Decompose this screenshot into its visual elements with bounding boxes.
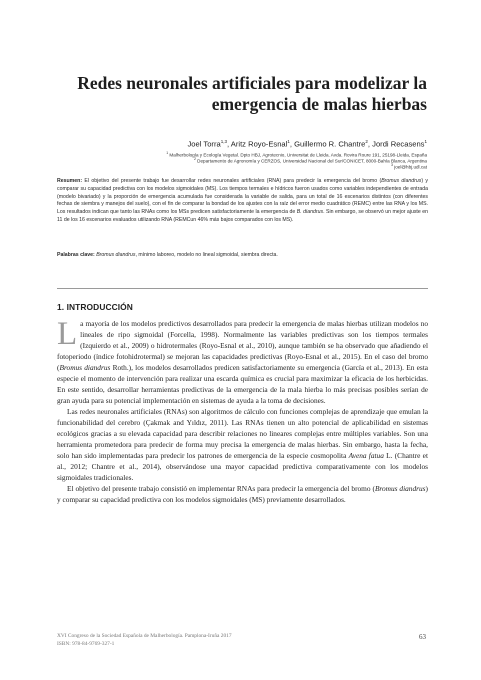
body-text — [57, 318, 428, 505]
keywords-label: Palabras clave: — [57, 252, 95, 258]
abstract-species: Bromus diandrus — [381, 178, 422, 184]
author-name: , Guillermo R. Chantre — [289, 139, 366, 149]
author-affiliation-mark: 1,3 — [220, 139, 227, 144]
paragraph-text: a mayoría de los modelos predictivos desarrollados para predecir la emergencia de malas hierbas utilizan modelos no lineales de ripo sigmoidal (Forcella, 1998). Normalmente las variables predictivas son los tiempos termales (Izquierdo et al., 2009) o hidrotermales (Royo-Esnal et al., 2010), aunque también se ha observado que añadiendo el fotoperiodo (índice fotohidrotermal) se mejoran las capacidades predictivas (Royo-Esnal et al., 2015). En el caso del bromo ( — [57, 319, 428, 372]
affiliation-text: Departamento de Agronomía y CERZOS, Universidad Nacional del Sur/CONICET, 8000-Bahía Blanca, Argentina — [195, 158, 427, 164]
author-affiliation-mark: 1 — [287, 139, 290, 144]
species-name: Avena fatua — [348, 451, 384, 460]
author-list — [27, 137, 427, 150]
abstract-text: El objetivo del presente trabajo fue desarrollar redes neuronales artificiales (RNA) para predecir la emergencia del bromo ( — [82, 178, 382, 184]
section-divider — [57, 288, 428, 289]
title-line-2: emergencia de malas hierbas — [211, 94, 427, 114]
paper-title — [47, 73, 427, 115]
affiliation-mark: 1 — [166, 151, 169, 155]
author-affiliation-mark: 2 — [365, 139, 368, 144]
paragraph-text: Las redes neuronales artificiales (RNAs) son algoritmos de cálculo con funciones complejas de aprendizaje que emulan la funcionabilidad del cerebro (Çakmak and Yıldız, 2011). Las RNAs tienen un alto potencial de aplicabilidad en sistemas ecológicos gracias a su elevada capacidad para describir relaciones no lineares complejas entre múltiples variables. Son una herramienta prometedora para predecir de forma muy precisa la emergencia de malas hierbas. Sin embargo, hasta la fecha, solo han sido implementadas para predecir los patrones de emergencia de la especie cosmopolita — [57, 407, 428, 460]
page-footer — [57, 632, 232, 648]
paragraph-text: Roth.), los modelos desarrollados predicen satisfactoriamente su emergencia (García et al., 2013). En esta especie el momento de intervención para realizar una escarda química es crucial para maximizar la eficacia de los herbicidas. En este sentido, desarrollar herramientas predictivas de la emergencia de la mala hierba lo más precisas posibles serían de gran ayuda para su potencial implementación en sistemas de ayuda a la toma de decisiones. — [57, 363, 429, 405]
abstract-label: Resumen: — [57, 178, 83, 184]
affiliation-mark: 2 — [193, 157, 196, 161]
paragraph-text: ) y comparar su capacidad predictiva con los modelos sigmoidales (MS) previamente desarrollados. — [57, 484, 428, 504]
page-number: 63 — [419, 633, 426, 641]
author-name: , Aritz Royo-Esnal — [226, 139, 288, 149]
abstract-species: B. diandrus — [296, 209, 324, 216]
contact-email: joel@hbj.udl.cat — [392, 164, 427, 170]
drop-cap: L — [57, 316, 78, 352]
author-name: , Jordi Recasens — [367, 139, 425, 149]
paragraph-1 — [57, 318, 428, 406]
footer-conference: XVI Congreso de la Sociedad Española de Malherbología. Pamplona-Iruña 2017 — [57, 633, 232, 639]
affiliation-text: Malherbología y Ecología Vegetal. Dpto HBJ, Agrotecnio, Universitat de Lleida. Avda. Rovira Roure 191, 25198-Lleida, España — [168, 152, 427, 158]
section-heading: 1. INTRODUCCIÓN — [57, 302, 133, 312]
species-name: Bromus diandrus — [59, 363, 111, 372]
paragraph-text: L. (Chantre et al., 2012; Chantre et al., 2014), observándose una mayor capacidad predictiva comparativamente con los modelos sigmoidales tradicionales. — [57, 451, 428, 482]
abstract — [57, 178, 428, 225]
keywords — [57, 252, 428, 260]
paragraph-3 — [57, 483, 428, 505]
title-line-1: Redes neuronales artificiales para modelizar la — [77, 73, 427, 93]
keyword-species: Bromus diandrus — [94, 252, 136, 258]
footer-isbn: ISBN: 978-84-9769-327-1 — [57, 641, 115, 647]
affiliation-mark: 3 — [391, 163, 393, 167]
author-affiliation-mark: 1 — [424, 139, 427, 144]
abstract-text: . Sin embargo, se observó un mejor ajuste en 11 de los 16 escenarios evaluados utilizando RNA (REMCun 46% más bajos comparados con los MS). — [57, 209, 428, 223]
species-name: Bromus diandrus — [374, 484, 426, 493]
keywords-text: , mínimo laboreo, modelo no lineal sigmoidal, siembra directa. — [135, 252, 278, 258]
affiliation-3 — [27, 162, 427, 171]
author-name: Joel Torra — [187, 139, 221, 149]
paragraph-2 — [57, 406, 428, 483]
abstract-text: ) y comparar su capacidad predictiva con los modelos sigmoidales (MS). Los tiempos termales e hídricos fueron usados como variables independientes de entrada (modelo bivariado) y la proporción de emergencia acumulada fue considerada la variable de salida, para un total de 16 escenarios distintos (con diferentes fechas de siembra y manejos del suelo), con el fin de comparar la bondad de los ajustes con la raíz del error medio cuadrático (REMC) entre las RNA y los MS. Los resultados indican que tanto las RNAs como los MSs predicen satisfactoriamente la emergencia de — [57, 178, 428, 216]
paragraph-text: El objetivo del presente trabajo consistió en implementar RNAs para predecir la emergencia del bromo ( — [67, 484, 375, 493]
